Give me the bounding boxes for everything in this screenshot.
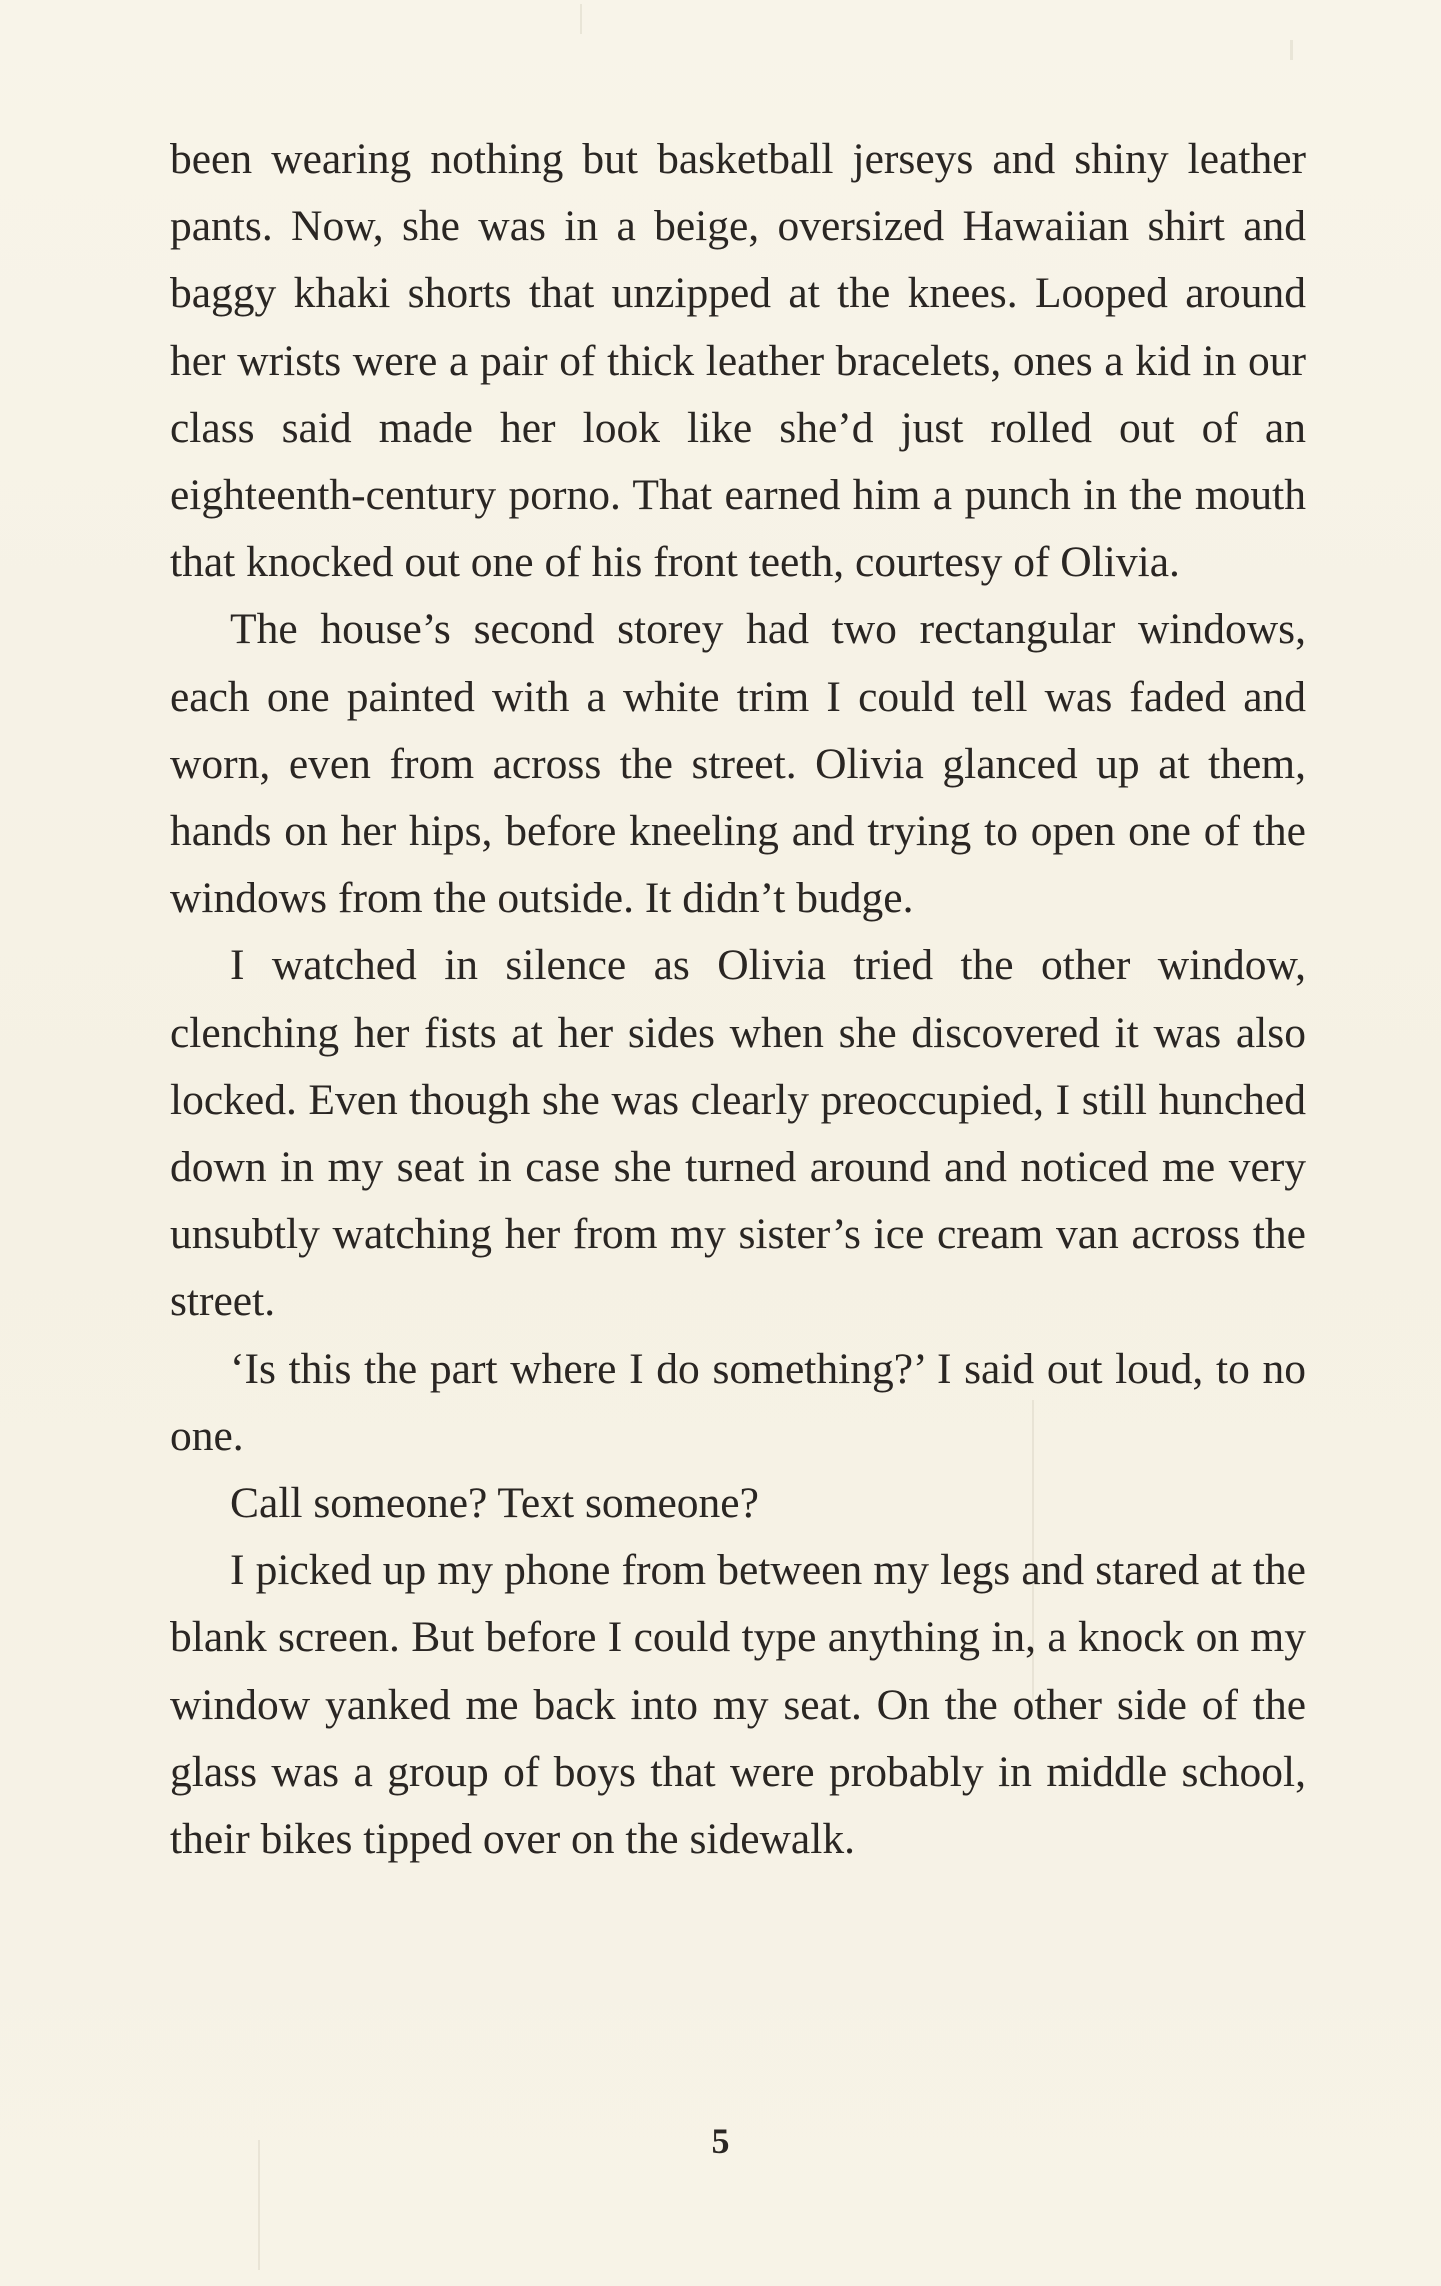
paragraph-6: I picked up my phone from between my legs and stared at the blank screen. But before I could type anything in, a knock on my window yanked me back into my seat. On the other side of the glass was a group of boys that were probably in middle school, their bikes tipped over on the sidewalk. <box>170 1546 1306 1864</box>
page-number: 5 <box>711 2121 730 2161</box>
body-text <box>170 126 1306 1873</box>
paragraph-1: been wearing nothing but basketball jerseys and shiny leather pants. Now, she was in a beige, oversized Hawaiian shirt and baggy khaki shorts that unzipped at the knees. Looped around her wrists were a pair of thick leather bracelets, ones a kid in our class said made her look like she’d just rolled out of an eighteenth-century porno. That earned him a punch in the mouth that knocked out one of his front teeth, courtesy of Olivia. <box>170 135 1306 587</box>
paragraph-4: ‘Is this the part where I do something?’ I said out loud, to no one. <box>170 1344 1306 1460</box>
paragraph-2: The house’s second storey had two rectangular windows, each one painted with a white trim I could tell was faded and worn, even from across the street. Olivia glanced up at them, hands on her hips, before kneeling and trying to open one of the windows from the outside. It didn’t budge. <box>170 605 1306 923</box>
paragraph-5: Call someone? Text someone? <box>230 1479 759 1528</box>
paper-mark <box>1290 40 1293 60</box>
paper-mark <box>580 4 582 34</box>
paragraph-3: I watched in silence as Olivia tried the other window, clenching her fists at her sides when she discovered it was also locked. Even though she was clearly preoccupied, I still hunched down in my seat in case she turned around and noticed me very unsubtly watching her from my sister’s ice cream van across the street. <box>170 941 1306 1326</box>
